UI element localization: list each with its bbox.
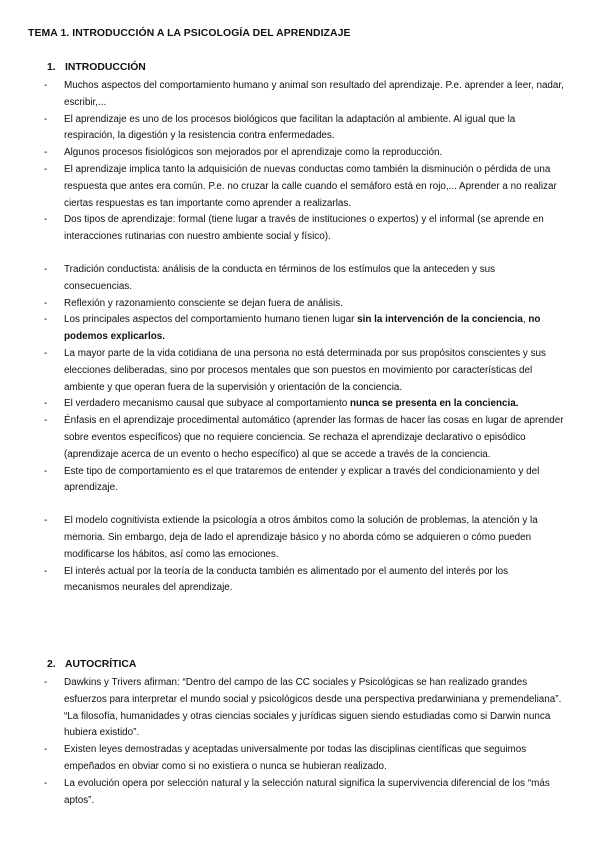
bullet-item — [44, 675, 564, 742]
section-number: 2. — [47, 659, 56, 670]
bullet-dash: - — [44, 677, 48, 688]
paragraph-gap — [44, 497, 564, 513]
bullet-text: Énfasis en el aprendizaje procedimental automático (aprender las formas de hacer las cosas en lugar de aprender sobre eventos específicos) que no requiere conciencia. Se rechaza el aprendizaje declarativo o episódico (aprendizaje acerca de un evento o hecho específico) al que se accede a través de la conciencia. — [64, 415, 564, 460]
bullet-dash: - — [44, 777, 48, 789]
paragraph-gap — [44, 246, 564, 262]
bullet-dash: - — [44, 415, 48, 427]
bullet-text: Dos tipos de aprendizaje: formal (tiene lugar a través de instituciones o expertos) y el informal (se aprende en interacciones rutinarias con nuestro ambiente social y físico). — [64, 214, 544, 243]
bullet-text: Muchos aspectos del comportamiento humano y animal son resultado del aprendizaje. P.e. aprender a leer, nadar, escribir,... — [64, 80, 564, 108]
bullet-item — [44, 112, 564, 146]
bullet-dash: - — [44, 565, 48, 577]
bullet-item — [44, 464, 564, 498]
bullet-text: Los principales aspectos del comportamiento humano tienen lugar — [64, 314, 358, 326]
bullet-text: La evolución opera por selección natural y la selección natural significa la supervivencia diferencial de los “más aptos”. — [64, 777, 550, 806]
bullet-text: Reflexión y razonamiento consciente se dejan fuera de análisis. — [64, 297, 343, 309]
bullet-dash: - — [44, 347, 48, 359]
bullet-dash: - — [44, 214, 48, 226]
bullet-text: El aprendizaje implica tanto la adquisición de nuevas conductas como también la disminución o pérdida de una respuesta que antes era común. P.e. no cruzar la calle cuando el semáforo está en rojo,... Aprender a no realizar ciertas respuestas es tan importante como aprender a realizarlas. — [64, 163, 557, 209]
bullet-item — [44, 262, 564, 296]
bullet-dash: - — [44, 314, 48, 326]
bullet-dash: - — [44, 515, 48, 527]
bold-text: sin la intervención de la conciencia — [357, 314, 523, 326]
section-title: AUTOCRÍTICA — [65, 659, 137, 670]
bullet-item — [44, 145, 564, 162]
bullet-dash: - — [44, 163, 48, 175]
bullet-item — [44, 413, 564, 463]
bullet-dash: - — [44, 263, 48, 275]
section-heading-autocritica — [47, 659, 136, 670]
section-title: INTRODUCCIÓN — [65, 62, 146, 73]
bold-text: nunca se presenta en la conciencia. — [349, 398, 519, 410]
bullet-text: Tradición conductista: análisis de la conducta en términos de los estímulos que la anteceden y sus consecuencias. — [64, 263, 496, 292]
bullet-text: , — [522, 314, 529, 326]
bullet-dash: - — [44, 465, 48, 477]
bullet-item — [44, 346, 564, 396]
bullet-item — [44, 296, 564, 313]
bullet-text: Algunos procesos fisiológicos son mejorados por el aprendizaje como la reproducción. — [64, 147, 443, 159]
bullet-list-introduccion — [44, 78, 564, 597]
bullet-dash: - — [44, 147, 48, 159]
bullet-item — [44, 312, 564, 346]
document-title: TEMA 1. INTRODUCCIÓN A LA PSICOLOGÍA DEL APRENDIZAJE — [28, 28, 351, 39]
bullet-dash: - — [44, 744, 48, 756]
bullet-text: El verdadero mecanismo causal que subyace al comportamiento — [64, 398, 350, 410]
bullet-item — [44, 742, 564, 776]
bullet-item — [44, 78, 564, 112]
bullet-list-autocritica — [44, 675, 564, 809]
bullet-dash: - — [44, 80, 48, 91]
bullet-text: El modelo cognitivista extiende la psicología a otros ámbitos como la solución de problemas, la atención y la memoria. Sin embargo, deja de lado el aprendizaje básico y no aborda cómo se adquieren o cómo pueden modificarse los hábitos, así como las emociones. — [64, 515, 538, 560]
bullet-dash: - — [44, 113, 48, 125]
bullet-text: El aprendizaje es uno de los procesos biológicos que facilitan la adaptación al ambiente. Al igual que la respiración, la digestión y la resistencia contra enfermedades. — [64, 113, 516, 142]
bullet-text: Este tipo de comportamiento es el que trataremos de entender y explicar a través del condicionamiento y del aprendizaje. — [64, 465, 540, 494]
bullet-item — [44, 776, 564, 810]
bullet-text: La mayor parte de la vida cotidiana de una persona no está determinada por sus propósitos conscientes y sus elecciones deliberadas, sino por procesos mentales que son puestos en movimiento por características del ambiente y que operan fuera de la supervisión y orientación de la conciencia. — [64, 347, 546, 393]
bold-text: no podemos explicarlos. — [64, 314, 541, 343]
bullet-item — [44, 396, 564, 413]
bullet-item — [44, 564, 564, 598]
bullet-dash: - — [44, 398, 48, 410]
bullet-text: El interés actual por la teoría de la conducta también es alimentado por el aumento del interés por los mecanismos neurales del aprendizaje. — [64, 565, 509, 594]
bullet-item — [44, 162, 564, 212]
bullet-item — [44, 212, 564, 246]
bullet-dash: - — [44, 297, 48, 309]
bullet-text: Dawkins y Trivers afirman: “Dentro del campo de las CC sociales y Psicológicas se han realizado grandes esfuerzos para interpretar el mundo social y psicológicos desde una perspectiva predarwiniana y premendeliana”. “La filosofía, humanidades y otras ciencias sociales y jurídicas siguen siendo estudiadas como si Darwin nunca hubiera existido”. — [64, 677, 562, 739]
bullet-text: Existen leyes demostradas y aceptadas universalmente por todas las disciplinas científicas que seguimos empeñados en obviar como si no existiera o nunca se hubieran realizado. — [64, 744, 527, 772]
section-heading-introduccion — [47, 62, 146, 73]
section-number: 1. — [47, 62, 56, 73]
bullet-item — [44, 513, 564, 563]
